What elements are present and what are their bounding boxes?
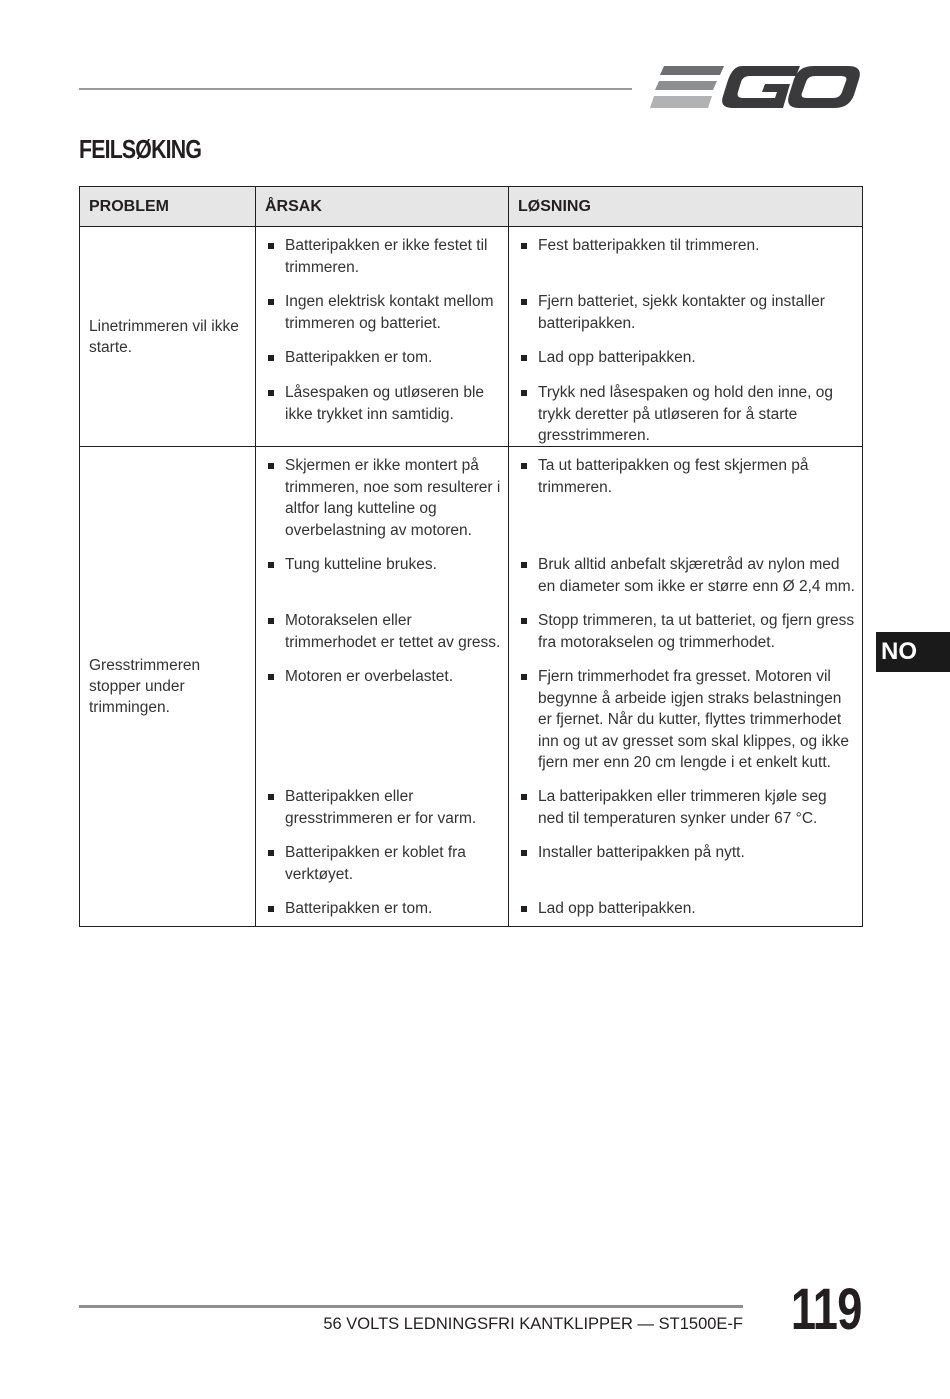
problem-cell: Gresstrimmeren stopper under trimmingen. [80,447,256,927]
cause-item: Batteripakken er tom. [256,898,508,926]
footer-text: 56 VOLTS LEDNINGSFRI KANTKLIPPER — ST1500E-F [323,1315,743,1333]
page-title: FEILSØKING [79,134,202,164]
solution-cell [509,227,863,447]
cause-item: Skjermen er ikke montert på trimmeren, noe som resulterer i altfor lang kutteline og overbelastning av motoren. [256,455,508,554]
cause-item: Batteripakken er koblet fra verktøyet. [256,842,508,898]
solution-item: Installer batteripakken på nytt. [509,842,862,898]
troubleshooting-table [79,186,863,927]
solution-item: Stopp trimmeren, ta ut batteriet, og fjern gress fra motorakselen og trimmerhodet. [509,610,862,666]
solution-item: Lad opp batteripakken. [509,347,862,382]
cause-item: Ingen elektrisk kontakt mellom trimmeren og batteriet. [256,291,508,347]
header-rule [79,88,632,90]
cause-item: Batteripakken eller gresstrimmeren er for varm. [256,786,508,842]
cause-item: Batteripakken er ikke festet til trimmeren. [256,235,508,291]
footer-rule [79,1305,743,1308]
solution-item: Fjern batteriet, sjekk kontakter og installer batteripakken. [509,291,862,347]
cause-cell [256,447,509,927]
language-tab: NO [876,632,950,672]
header-solution: LØSNING [509,187,863,227]
cause-item: Batteripakken er tom. [256,347,508,382]
solution-item: Fest batteripakken til trimmeren. [509,235,862,291]
ego-logo [650,62,862,112]
cause-cell [256,227,509,447]
cause-item: Låsespaken og utløseren ble ikke trykket inn samtidig. [256,382,508,446]
cause-item: Tung kutteline brukes. [256,554,508,610]
cause-item: Motoren er overbelastet. [256,666,508,786]
table-header-row [80,187,863,227]
solution-item: Bruk alltid anbefalt skjæretråd av nylon med en diameter som ikke er større enn Ø 2,4 mm. [509,554,862,610]
table-row [80,227,863,447]
problem-cell: Linetrimmeren vil ikke starte. [80,227,256,447]
table-row [80,447,863,927]
solution-item: Trykk ned låsespaken og hold den inne, og trykk deretter på utløseren for å starte gresstrimmeren. [509,382,862,446]
cause-item: Motorakselen eller trimmerhodet er tettet av gress. [256,610,508,666]
solution-item: Fjern trimmerhodet fra gresset. Motoren vil begynne å arbeide igjen straks belastningen er fjernet. Når du kutter, flyttes trimmerhodet inn og ut av gresset som skal klippes, og ikke fjern mer enn 20 cm lengde i et enkelt kutt. [509,666,862,786]
header-problem: PROBLEM [80,187,256,227]
header-cause: ÅRSAK [256,187,509,227]
solution-item: Lad opp batteripakken. [509,898,862,926]
solution-item: Ta ut batteripakken og fest skjermen på trimmeren. [509,455,862,554]
page-number: 119 [791,1277,862,1342]
solution-cell [509,447,863,927]
solution-item: La batteripakken eller trimmeren kjøle seg ned til temperaturen synker under 67 °C. [509,786,862,842]
